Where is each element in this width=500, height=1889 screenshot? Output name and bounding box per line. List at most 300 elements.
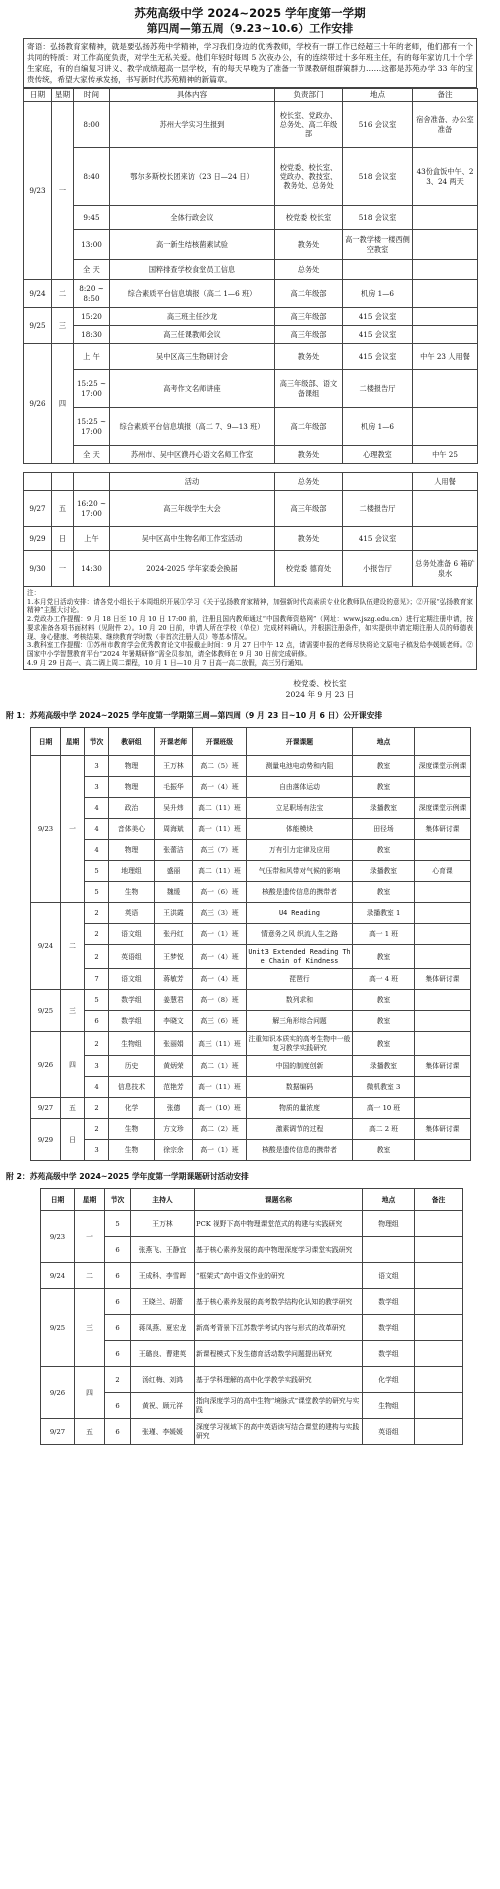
time-cell: 13:00: [74, 230, 110, 260]
teacher-cell: 张丹红: [155, 924, 193, 945]
group-cell: 地理组: [109, 861, 155, 882]
table-row: [31, 756, 471, 777]
period-cell: 3: [85, 1056, 109, 1077]
col-weekday: 星期: [75, 1189, 105, 1211]
date-cell: 9/23: [24, 102, 52, 280]
weekday-cell: 一: [75, 1211, 105, 1263]
table-row: [41, 1367, 463, 1393]
note-cell: 集体研讨课: [415, 819, 471, 840]
class-cell: 高二（2）班: [193, 1119, 247, 1140]
note-cell: [415, 903, 471, 924]
dept-cell: 高二年级部: [275, 280, 343, 308]
table-row: [31, 861, 471, 882]
date-cell: [24, 473, 52, 491]
place-cell: 数学组: [363, 1341, 415, 1367]
class-cell: 高一（4）班: [193, 969, 247, 990]
table-row: [31, 840, 471, 861]
date-cell: 9/23: [31, 756, 61, 903]
table-row: [31, 1077, 471, 1098]
group-cell: 政治: [109, 798, 155, 819]
table-row: [31, 777, 471, 798]
col-group: 教研组: [109, 728, 155, 756]
table-header-row: [41, 1189, 463, 1211]
period-cell: 5: [85, 861, 109, 882]
place-cell: 田径场: [353, 819, 415, 840]
weekly-schedule-table-continued: [23, 472, 478, 587]
place-cell: 录播教室: [353, 1056, 415, 1077]
topic-cell: 解三角形综合问题: [247, 1011, 353, 1032]
content-cell: 苏州市、吴中区濮丹心语文名师工作室: [110, 446, 275, 464]
time-cell: 15:20: [74, 308, 110, 326]
place-cell: 教室: [353, 882, 415, 903]
place-cell: 高一 4 班: [353, 969, 415, 990]
note-item: 1.本月党日活动安排：请各党小组长于本周组织开展①学习《关于弘扬教育家精神，加强新时代高素质专业化教师队伍建设的意见》；②开展“弘扬教育家精神”主题大讨论。: [27, 597, 473, 615]
topic-cell: 体能模块: [247, 819, 353, 840]
note-cell: 深度课堂示例课: [415, 756, 471, 777]
teacher-cell: 魏缓: [155, 882, 193, 903]
date-cell: 9/24: [24, 280, 52, 308]
dept-cell: 教务处: [275, 230, 343, 260]
note-cell: [415, 1419, 463, 1445]
topic-cell: 基于学科理解的高中化学教学实践研究: [195, 1367, 363, 1393]
dept-cell: 高三年级部: [275, 491, 343, 527]
col-date: 日期: [31, 728, 61, 756]
note-cell: 心育课: [415, 861, 471, 882]
period-cell: 2: [85, 924, 109, 945]
table-row: [41, 1263, 463, 1289]
class-cell: 高一（1）班: [193, 1140, 247, 1161]
weekday-cell: 三: [61, 990, 85, 1032]
note-cell: [413, 326, 478, 344]
attachment2-section: [40, 1188, 462, 1445]
host-cell: 汤红梅、刘鸿: [131, 1367, 195, 1393]
note-cell: [413, 527, 478, 551]
weekday-cell: 五: [75, 1419, 105, 1445]
table-row: [31, 1032, 471, 1056]
teacher-cell: 王梦悦: [155, 945, 193, 969]
col-note: [415, 728, 471, 756]
group-cell: 生物: [109, 1119, 155, 1140]
topic-cell: 立足职场有法宝: [247, 798, 353, 819]
content-cell: 鄂尔多斯校长团来访（23 日—24 日）: [110, 148, 275, 206]
teacher-cell: 范艳芳: [155, 1077, 193, 1098]
note-cell: 宿舍准备、办公室准备: [413, 102, 478, 148]
period-cell: 4: [85, 798, 109, 819]
topic-cell: PCK 视野下高中物理课堂范式的构建与实践研究: [195, 1211, 363, 1237]
note-cell: [415, 1237, 463, 1263]
period-cell: 4: [85, 819, 109, 840]
content-cell: 国粹排查学校食堂员工信息: [110, 260, 275, 280]
weekday-cell: 四: [61, 1032, 85, 1098]
note-cell: [415, 945, 471, 969]
note-item: 4.9 月 29 日高一、高二调上周二课程，10 月 1 日—10 月 7 日高一高二放假，高三另行通知。: [27, 658, 308, 667]
class-cell: 高二（1）班: [193, 1056, 247, 1077]
col-topic: 课题名称: [195, 1189, 363, 1211]
time-cell: 14:30: [74, 551, 110, 587]
table-row: [24, 446, 478, 464]
group-cell: 生物: [109, 1140, 155, 1161]
group-cell: 生物: [109, 882, 155, 903]
table-gap: [23, 464, 477, 472]
date-cell: 9/27: [31, 1098, 61, 1119]
place-cell: [343, 260, 413, 280]
teacher-cell: 周海斌: [155, 819, 193, 840]
host-cell: 王璐良、曹建英: [131, 1341, 195, 1367]
place-cell: [363, 1237, 415, 1263]
col-date: 日期: [24, 89, 52, 102]
topic-cell: 气压带和风带对气候的影响: [247, 861, 353, 882]
teacher-cell: 姜慧君: [155, 990, 193, 1011]
weekday-cell: [52, 473, 74, 491]
topic-cell: U4 Reading: [247, 903, 353, 924]
weekday-cell: 一: [61, 756, 85, 903]
time-cell: 全 天: [74, 260, 110, 280]
table-row: [41, 1419, 463, 1445]
host-cell: 王成科、李雪晖: [131, 1263, 195, 1289]
time-cell: 9:45: [74, 206, 110, 230]
content-cell: 高三任课教师会议: [110, 326, 275, 344]
table-row: [31, 882, 471, 903]
weekday-cell: 日: [52, 527, 74, 551]
table-row: [24, 527, 478, 551]
period-cell: 2: [85, 1032, 109, 1056]
place-cell: 415 会议室: [343, 308, 413, 326]
place-cell: 机房 1—6: [343, 280, 413, 308]
note-cell: [413, 370, 478, 408]
table-row: [31, 903, 471, 924]
topic-cell: 新高考背景下江苏数学考试内容与形式的改革研究: [195, 1315, 363, 1341]
weekday-cell: 五: [52, 491, 74, 527]
content-cell: 苏州大学实习生报到: [110, 102, 275, 148]
teacher-cell: 徐宗余: [155, 1140, 193, 1161]
teacher-cell: 张蕾洁: [155, 840, 193, 861]
teacher-cell: 张德: [155, 1098, 193, 1119]
weekday-cell: 二: [75, 1263, 105, 1289]
content-cell: 综合素质平台信息填报（高二 1—6 班）: [110, 280, 275, 308]
note-cell: [415, 1393, 463, 1419]
open-class-table: [30, 727, 471, 1161]
class-cell: 高一（10）班: [193, 1098, 247, 1119]
table-row: [31, 990, 471, 1011]
table-row: [31, 1011, 471, 1032]
period-cell: 6: [85, 1011, 109, 1032]
period-cell: 5: [85, 990, 109, 1011]
table-row: [24, 206, 478, 230]
period-cell: 2: [105, 1367, 131, 1393]
note-cell: 中午 25: [413, 446, 478, 464]
note-cell: [413, 308, 478, 326]
place-cell: 录播教室: [353, 861, 415, 882]
table-row: [24, 344, 478, 370]
signature-block: [163, 678, 477, 700]
table-row: [41, 1237, 463, 1263]
topic-cell: 万有引力定律及应用: [247, 840, 353, 861]
col-period: 节次: [85, 728, 109, 756]
note-cell: [415, 1140, 471, 1161]
class-cell: 高三（7）班: [193, 840, 247, 861]
table-row: [24, 551, 478, 587]
signature-office: 校党委、校长室: [293, 679, 347, 689]
group-cell: 数学组: [109, 1011, 155, 1032]
table-row: [24, 148, 478, 206]
group-cell: 生物组: [109, 1032, 155, 1056]
class-cell: 高三（3）班: [193, 903, 247, 924]
host-cell: 王晓兰、胡蕾: [131, 1289, 195, 1315]
place-cell: 教室: [353, 1032, 415, 1056]
teacher-cell: 吴升炜: [155, 798, 193, 819]
group-cell: 语文组: [109, 969, 155, 990]
place-cell: 高二 2 班: [353, 1119, 415, 1140]
table-row: [24, 326, 478, 344]
date-cell: 9/26: [31, 1032, 61, 1098]
topic-cell: 测量电池电动势和内阻: [247, 756, 353, 777]
period-cell: 6: [105, 1237, 131, 1263]
note-cell: [413, 280, 478, 308]
content-cell: 吴中区高三生物研讨会: [110, 344, 275, 370]
place-cell: 516 会议室: [343, 102, 413, 148]
class-cell: 高一（6）班: [193, 882, 247, 903]
note-cell: [415, 924, 471, 945]
time-cell: 8:20 ~ 8:50: [74, 280, 110, 308]
period-cell: 2: [85, 945, 109, 969]
period-cell: 6: [105, 1263, 131, 1289]
dept-cell: 校党委 德育处: [275, 551, 343, 587]
period-cell: 5: [105, 1211, 131, 1237]
notes-label: 注：: [27, 589, 41, 597]
period-cell: 4: [85, 840, 109, 861]
dept-cell: 高二年级部: [275, 408, 343, 446]
teacher-cell: 方文珍: [155, 1119, 193, 1140]
date-cell: 9/24: [41, 1263, 75, 1289]
place-cell: 数学组: [363, 1315, 415, 1341]
col-place: 地点: [353, 728, 415, 756]
place-cell: 录播教室: [353, 798, 415, 819]
note-cell: 集体研讨课: [415, 1056, 471, 1077]
topic-cell: 基于核心素养发展的高考数学结构化认知的教学研究: [195, 1289, 363, 1315]
content-cell: 高三年级学生大会: [110, 491, 275, 527]
note-item: 3.教科室工作提醒：①苏州市教育学会优秀教育论文申报截止时间：9 月 27 日中午 12 点，请需要申报的老师尽快将论文原电子稿发给李媛媛老师。②国家中小学智慧教育平台“2024 年暑期研修”需全员参加，请全体教师在 9 月 30 日前完成研修。: [27, 641, 473, 658]
date-cell: 9/26: [24, 344, 52, 464]
period-cell: 3: [85, 777, 109, 798]
note-cell: [415, 990, 471, 1011]
time-cell: 18:30: [74, 326, 110, 344]
table-row: [31, 819, 471, 840]
topic-cell: 注重知识本质实的高考生物中一般复习教学实践研究: [247, 1032, 353, 1056]
table-row: [31, 945, 471, 969]
place-cell: 物理组: [363, 1211, 415, 1237]
note-cell: 总务处准备 6 箱矿泉水: [413, 551, 478, 587]
place-cell: 心理教室: [343, 446, 413, 464]
class-cell: 高二（5）班: [193, 756, 247, 777]
date-cell: 9/26: [41, 1367, 75, 1419]
time-cell: 15:25 ~ 17:00: [74, 370, 110, 408]
period-cell: 2: [85, 1098, 109, 1119]
weekday-cell: 四: [75, 1367, 105, 1419]
time-cell: 15:25 ~ 17:00: [74, 408, 110, 446]
dept-cell: 教务处: [275, 527, 343, 551]
group-cell: 物理: [109, 777, 155, 798]
time-cell: 上午: [74, 527, 110, 551]
table-header-row: [31, 728, 471, 756]
table-row: [24, 260, 478, 280]
host-cell: 蒋凤燕、夏宏龙: [131, 1315, 195, 1341]
col-date: 日期: [41, 1189, 75, 1211]
group-cell: 数学组: [109, 990, 155, 1011]
weekday-cell: 四: [52, 344, 74, 464]
table-row: [41, 1289, 463, 1315]
topic-cell: Unit3 Extended Reading The Chain of Kindness: [247, 945, 353, 969]
teacher-cell: 毛振华: [155, 777, 193, 798]
class-cell: 高二（11）班: [193, 861, 247, 882]
attachment2-title: 附 2：苏苑高级中学 2024~2025 学年度第一学期课题研讨活动安排: [6, 1172, 249, 1182]
weekday-cell: 一: [52, 551, 74, 587]
attachment1-title: 附 1：苏苑高级中学 2024~2025 学年度第一学期第三周—第四周（9 月 23 日~10 月 6 日）公开课安排: [6, 711, 383, 721]
note-cell: [415, 1367, 463, 1393]
place-cell: 高一 1 班: [353, 924, 415, 945]
note-cell: [415, 777, 471, 798]
period-cell: 6: [105, 1341, 131, 1367]
note-cell: [413, 408, 478, 446]
period-cell: 6: [105, 1289, 131, 1315]
group-cell: 英语组: [109, 945, 155, 969]
group-cell: 历史: [109, 1056, 155, 1077]
teacher-cell: 蒋敏芳: [155, 969, 193, 990]
period-cell: 7: [85, 969, 109, 990]
dept-cell: 高三年级部: [275, 326, 343, 344]
class-cell: 高一（11）班: [193, 1077, 247, 1098]
dept-cell: 校党委、校长室、党政办、教技室、教务处、总务处: [275, 148, 343, 206]
table-row: [24, 491, 478, 527]
topic-cell: 数据编码: [247, 1077, 353, 1098]
page-subtitle: 第四周—第五周（9.23~10.6）工作安排: [146, 22, 354, 35]
note-cell: 人用餐: [413, 473, 478, 491]
place-cell: 415 会议室: [343, 527, 413, 551]
date-cell: 9/27: [41, 1419, 75, 1445]
class-cell: 高三（6）班: [193, 1011, 247, 1032]
note-cell: [415, 1077, 471, 1098]
class-cell: 高二（11）班: [193, 798, 247, 819]
table-row: [41, 1393, 463, 1419]
content-cell: 综合素质平台信息填报（高二 7、9—13 班）: [110, 408, 275, 446]
place-cell: 教室: [353, 756, 415, 777]
weekday-cell: 三: [75, 1289, 105, 1367]
weekday-cell: 三: [52, 308, 74, 344]
note-cell: 43份盒饭中午、23、24 两天: [413, 148, 478, 206]
place-cell: 教室: [353, 945, 415, 969]
class-cell: 高三（11）班: [193, 1032, 247, 1056]
place-cell: 小报告厅: [343, 551, 413, 587]
dept-cell: 校党委 校长室: [275, 206, 343, 230]
research-topic-table-body: [41, 1211, 463, 1445]
place-cell: 机房 1—6: [343, 408, 413, 446]
group-cell: 音体美心: [109, 819, 155, 840]
topic-cell: 激素调节的过程: [247, 1119, 353, 1140]
host-cell: 黄祝、顾元祥: [131, 1393, 195, 1419]
col-topic: 开课课题: [247, 728, 353, 756]
page-title: 苏苑高级中学 2024~2025 学年度第一学期: [134, 6, 366, 20]
place-cell: 高一 10 班: [353, 1098, 415, 1119]
col-class: 开课班级: [193, 728, 247, 756]
place-cell: [343, 473, 413, 491]
group-cell: 语文组: [109, 924, 155, 945]
group-cell: 物理: [109, 840, 155, 861]
col-dept: 负责部门: [275, 89, 343, 102]
col-weekday: 星期: [52, 89, 74, 102]
table-row: [24, 280, 478, 308]
content-cell: 高考作文名师讲座: [110, 370, 275, 408]
col-place: 地点: [363, 1189, 415, 1211]
table-row: [24, 473, 478, 491]
col-weekday: 星期: [61, 728, 85, 756]
topic-cell: 深度学习视域下的高中英语读写结合课堂的建构与实践研究: [195, 1419, 363, 1445]
note-cell: 集体研讨课: [415, 1119, 471, 1140]
date-cell: 9/29: [24, 527, 52, 551]
content-cell: 活动: [110, 473, 275, 491]
content-cell: 高一新生结核菌素试验: [110, 230, 275, 260]
place-cell: 化学组: [363, 1367, 415, 1393]
table-row: [41, 1211, 463, 1237]
col-host: 主持人: [131, 1189, 195, 1211]
period-cell: 2: [85, 1119, 109, 1140]
host-cell: 张燕飞、王静宜: [131, 1237, 195, 1263]
col-content: 具体内容: [110, 89, 275, 102]
note-cell: [415, 840, 471, 861]
teacher-cell: 盛丽: [155, 861, 193, 882]
time-cell: 8:00: [74, 102, 110, 148]
period-cell: 3: [85, 756, 109, 777]
time-cell: 16:20 ~ 17:00: [74, 491, 110, 527]
topic-cell: 指向深度学习的高中生物“境脉式”课堂教学的研究与实践: [195, 1393, 363, 1419]
date-cell: 9/25: [31, 990, 61, 1032]
time-cell: [74, 473, 110, 491]
table-row: [41, 1315, 463, 1341]
place-cell: 生物组: [363, 1393, 415, 1419]
date-cell: 9/25: [41, 1289, 75, 1367]
class-cell: 高一（4）班: [193, 945, 247, 969]
place-cell: 二楼报告厅: [343, 491, 413, 527]
place-cell: 微机教室 3: [353, 1077, 415, 1098]
host-cell: 王万林: [131, 1211, 195, 1237]
signature-date: 2024 年 9 月 23 日: [285, 690, 355, 700]
topic-cell: 核酸是遗传信息的携带者: [247, 1140, 353, 1161]
place-cell: 数学组: [363, 1289, 415, 1315]
schedule-section: [23, 38, 477, 700]
teacher-cell: 张丽娟: [155, 1032, 193, 1056]
group-cell: 化学: [109, 1098, 155, 1119]
col-note: 备注: [415, 1189, 463, 1211]
content-cell: 2024-2025 学年家委会换届: [110, 551, 275, 587]
class-cell: 高一（4）班: [193, 777, 247, 798]
topic-cell: 核酸是遗传信息的携带者: [247, 882, 353, 903]
col-time: 时间: [74, 89, 110, 102]
place-cell: 教室: [353, 840, 415, 861]
topic-cell: 自由落体运动: [247, 777, 353, 798]
content-cell: 吴中区高中生物名师工作室活动: [110, 527, 275, 551]
table-row: [24, 102, 478, 148]
dept-cell: 教务处: [275, 344, 343, 370]
date-cell: 9/23: [41, 1211, 75, 1263]
table-row: [31, 798, 471, 819]
open-class-table-body: [31, 756, 471, 1161]
group-cell: 英语: [109, 903, 155, 924]
topic-cell: 新课程模式下发生德育活动数学问题提出研究: [195, 1341, 363, 1367]
place-cell: 二楼报告厅: [343, 370, 413, 408]
place-cell: 518 会议室: [343, 206, 413, 230]
table-row: [31, 1098, 471, 1119]
notes-section: [23, 587, 477, 670]
date-cell: 9/25: [24, 308, 52, 344]
table-row: [24, 370, 478, 408]
